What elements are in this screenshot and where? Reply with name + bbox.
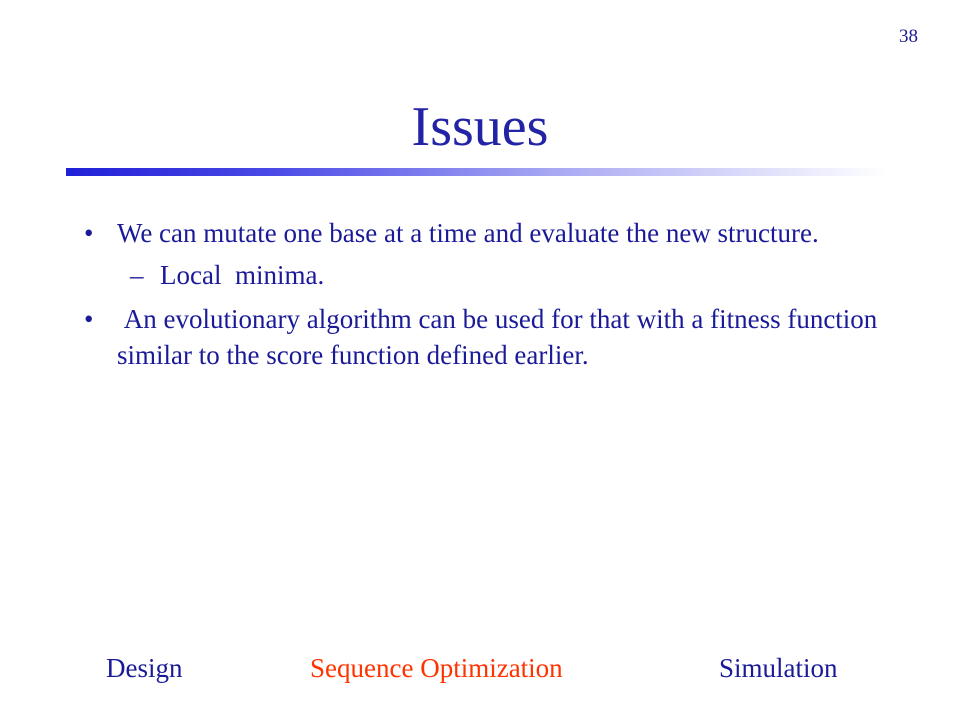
- bullet-marker: •: [84, 218, 94, 248]
- title-underline: [66, 168, 886, 176]
- slide-title: Issues: [411, 96, 549, 158]
- footer-simulation-label: Simulation: [719, 653, 838, 683]
- bullet-text: An evolutionary algorithm can be used for that with a fitness function similar to the score function defined earlier.: [117, 304, 885, 370]
- sub-bullet-text: Local minima.: [160, 260, 325, 290]
- footer-navigation: [0, 648, 960, 688]
- slide-number: 38: [899, 26, 918, 47]
- bullet-item: [80, 301, 885, 373]
- sub-bullet-marker: –: [130, 260, 144, 290]
- sub-bullet-item: [80, 257, 880, 293]
- footer-sequence-optimization-label: Sequence Optimization: [310, 653, 563, 683]
- bullet-text: We can mutate one base at a time and evaluate the new structure.: [117, 218, 819, 248]
- bullet-item: [80, 215, 880, 251]
- footer-design-label: Design: [106, 653, 183, 683]
- bullet-list: [80, 215, 885, 379]
- bullet-marker: •: [84, 304, 94, 334]
